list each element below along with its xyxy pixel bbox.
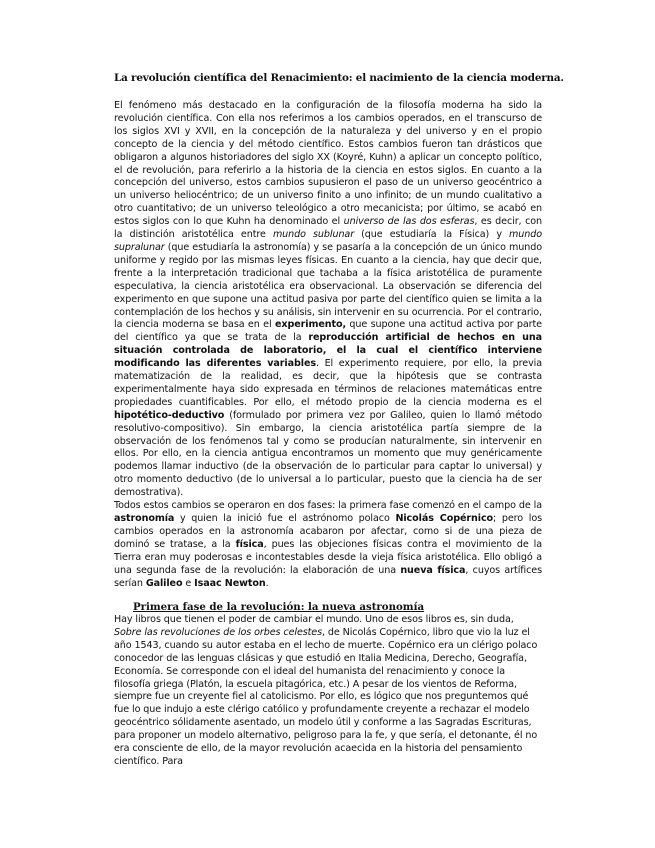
bold-term-new-physics: nueva física: [400, 564, 466, 576]
text-run: .: [265, 577, 269, 589]
italic-book-title: Sobre las revoluciones de los orbes celestes: [114, 626, 323, 638]
text-run: (que estudiaría la Física) y: [354, 229, 510, 241]
text-run: (formulado por primera vez por Galileo, quien lo llamó método resolutivo-compositivo). Sin embargo, la ciencia aristotélica partía siempre de la observación de los fenómenos tal y como se producían naturalmente, sin intervenir en ellos. Por ello, en la ciencia antigua encontramos un momento que muy genéricamente podemos llamar inductivo (de la observación de lo particular para captar lo universal) y otro momento deductivo (de lo universal a lo particular, puesto que la ciencia ha de ser demostrativa).: [114, 409, 542, 499]
document-title: La revolución científica del Renacimiento: el nacimiento de la ciencia moderna.: [114, 72, 564, 84]
paragraph-revolution-concept: [114, 100, 542, 500]
bold-term-hypothetico-deductive: hipotético-deductivo: [114, 409, 225, 421]
text-run: ; pero los cambios operados en la astronomía acabaron por afectar, como si de una pieza de dominó se tratase, a la: [114, 513, 542, 550]
bold-term-astronomy: astronomía: [114, 513, 175, 524]
italic-term-two-spheres: universo de las dos esferas: [343, 216, 475, 228]
italic-term-sublunar: mundo sublunar: [272, 229, 355, 241]
bold-name-newton: Isaac Newton: [194, 577, 266, 589]
text-run: e: [182, 577, 195, 589]
section-heading-new-astronomy: Primera fase de la revolución: la nueva astronomía: [133, 601, 425, 613]
text-run: (que estudiaría la astronomía) y se pasaría a la concepción de un único mundo uniforme y regido por las mismas leyes físicas. En cuanto a la ciencia, hay que decir que, frente a la interpretación tradicional que tachaba a la física aristotélica de puramente especulativa, la ciencia aristotélica era observacional. La observación se diferencia del experimento en que supone una actitud pasiva por parte del científico quien se limita a la contemplación de los hechos y su análisis, sin intervenir en su ocurrencia. Por el contrario, la ciencia moderna se basa en el: [114, 241, 542, 331]
text-run: que supone una actitud activa por parte del científico ya que se trata de la: [114, 319, 542, 344]
text-run: , cuyos artífices serían: [114, 564, 542, 589]
text-run: , de Nicolás Copérnico, libro que vio la luz el año 1543, cuando su autor estaba en el lecho de muerte. Copérnico era un clérigo polaco conocedor de las lenguas clásicas y que estudió en Italia Medicina, Derecho, Geografía, Economía. Se corresponde con el ideal del humanista del renacimiento y conoce la filosofía griega (Platón, la escuela pitagórica, etc.) A pesar de los vientos de Reforma, siempre fue un creyente fiel al catolicismo. Por ello, es lógico que nos preguntemos qué fue lo que indujo a este clérigo católico y profundamente creyente a rechazar el modelo geocéntrico sólidamente asentado, un modelo útil y conforme a las Sagradas Escrituras, para proponer un modelo alternativo, peligroso para la fe, y que sería, el detonante, él no era consciente de ello, de la mayor revolución acaecida en la historia del pensamiento científico. Para: [114, 626, 538, 767]
bold-term-experiment: experimento,: [274, 319, 346, 331]
text-run: Todos estos cambios se operaron en dos fases: la primera fase comenzó en el campo de la: [114, 500, 542, 512]
bold-definition-experiment: reproducción artificial de hechos en una situación controlada de laboratorio, el la cual el científico interviene modificando las diferentes variables: [114, 332, 542, 370]
section-body-text: [114, 614, 542, 769]
text-run: El fenómeno más destacado en la configuración de la filosofía moderna ha sido la revolución científica. Con ella nos referimos a los cambios operados, en el transcurso de los siglos XVI y XVII, en la concepción de la naturaleza y del universo y en el propio concepto de la ciencia y del método científico. Estos cambios fueron tan drásticos que obligaron a algunos historiadores del siglo XX (Koyré, Kuhn) a aplicar un concepto político, el de revolución, para referirlo a la historia de la ciencia en estos siglos. En cuanto a la concepción del universo, estos cambios supusieron el paso de un universo geocéntrico a un universo heliocéntrico; de un universo finito a uno infinito; de un mundo cualitativo a otro cuantitativo; de un universo teleológico a otro mecanicista; por último, se acabó en estos siglos con lo que Kuhn ha denominado el: [114, 100, 542, 228]
intro-text: [114, 100, 542, 590]
bold-name-galileo: Galileo: [145, 577, 183, 589]
italic-term-supralunar: mundo supralunar: [114, 229, 542, 253]
bold-name-copernicus: Nicolás Copérnico: [395, 513, 494, 524]
text-run: y quien la inició fue el astrónomo polaco: [174, 513, 396, 524]
bold-term-physics: física: [235, 538, 264, 550]
text-run: Hay libros que tienen el poder de cambiar el mundo. Uno de esos libros es, sin duda,: [114, 614, 514, 625]
paragraph-copernicus: [114, 614, 542, 769]
text-run: , pues las objeciones físicas contra el movimiento de la Tierra eran muy poderosas e incontestables desde la vieja física aristotélica. Ello obligó a una segunda fase de la revolución: la elaboración de una: [114, 538, 542, 576]
text-run: . El experimento requiere, por ello, la previa matematización de la realidad, es decir, que la hipótesis que se contrasta experimentalmente haya sido expresada en términos de relaciones matemáticas entre propiedades cuantificables. Por ello, el método propio de la ciencia moderna es el: [114, 358, 542, 408]
paragraph-two-phases: [114, 500, 542, 590]
text-run: , es decir, con la distinción aristotélica entre: [114, 216, 542, 241]
